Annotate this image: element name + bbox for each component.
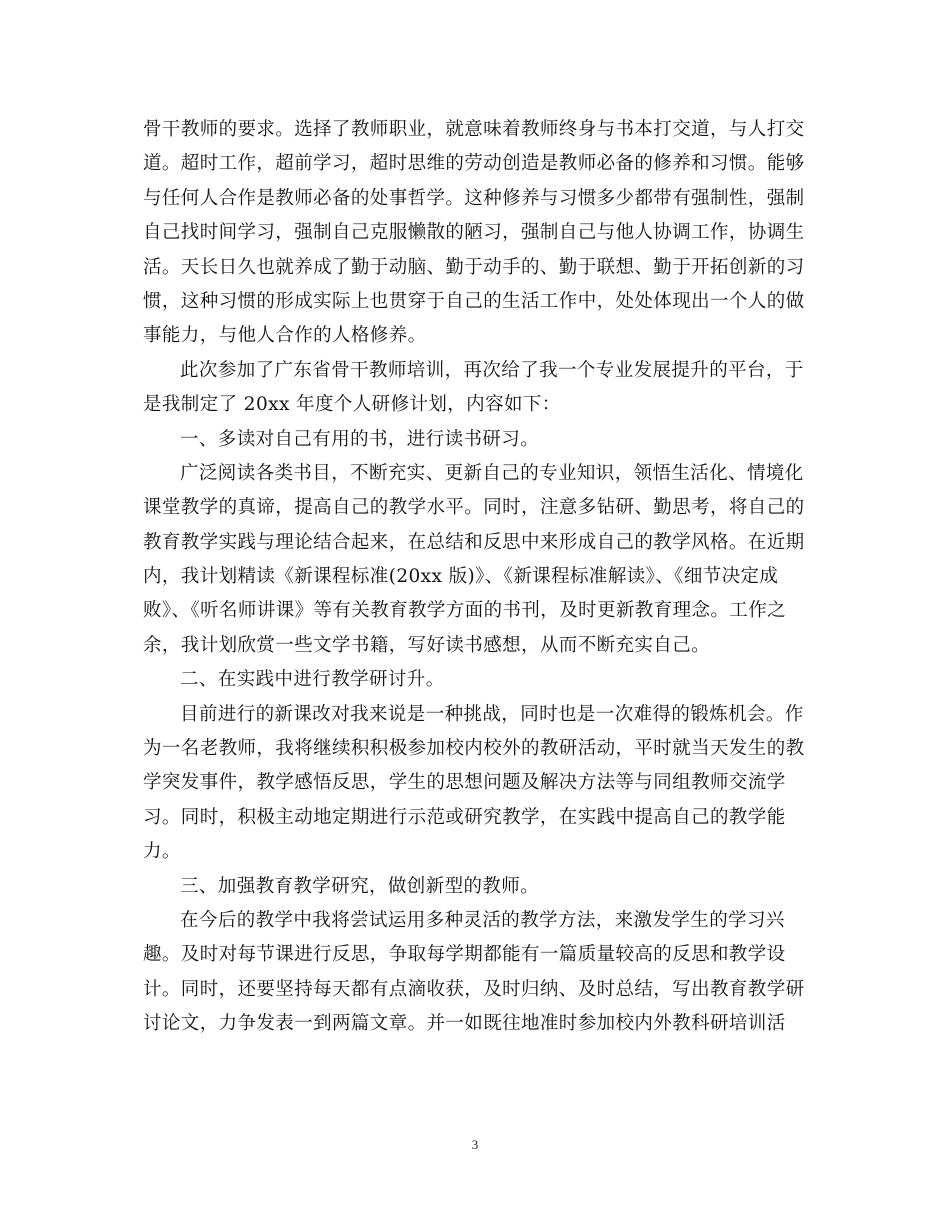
body-text (143, 113, 807, 1042)
text-line: 自己找时间学习，强制自己克服懒散的陋习，强制自己与他人协调工作，协调生 (143, 222, 805, 244)
text-line: 计。同时，还要坚持每天都有点滴收获，及时归纳、及时总结，写出教育教学研 (143, 978, 805, 1000)
text-line: 此次参加了广东省骨干教师培训，再次给了我一个专业发展提升的平台，于 (180, 359, 804, 381)
text-line: 课堂教学的真谛，提高自己的教学水平。同时，注意多钻研、勤思考，将自己的 (143, 497, 805, 519)
text-line: 广泛阅读各类书目，不断充实、更新自己的专业知识，领悟生活化、情境化 (180, 462, 804, 484)
text-line: 学突发事件，教学感悟反思，学生的思想问题及解决方法等与同组教师交流学 (143, 772, 786, 794)
text-line: 道。超时工作，超前学习，超时思维的劳动创造是教师必备的修养和习惯。能够 (143, 153, 805, 175)
text-line: 为一名老教师，我将继续积积极参加校内校外的教研活动，平时就当天发生的教 (143, 738, 805, 760)
text-line: 活。天长日久也就养成了勤于动脑、勤于动手的、勤于联想、勤于开拓创新的习 (143, 256, 805, 278)
text-line: 力。 (143, 841, 181, 863)
text-line: 一、多读对自己有用的书，进行读书研习。 (180, 428, 540, 450)
text-line: 惯，这种习惯的形成实际上也贯穿于自己的生活工作中，处处体现出一个人的做 (143, 290, 805, 312)
text-line: 余，我计划欣赏一些文学书籍，写好读书感想，从而不断充实自己。 (143, 634, 711, 656)
text-line: 习。同时，积极主动地定期进行示范或研究教学，在实践中提高自己的教学能 (143, 806, 786, 828)
text-line: 败》、《听名师讲课》等有关教育教学方面的书刊，及时更新教育理念。工作之 (143, 600, 787, 622)
text-line: 二、在实践中进行教学研讨升。 (180, 669, 445, 691)
text-line: 内，我计划精读《新课程标准(20xx 版)》、《新课程标准解读》、《细节决定成 (143, 566, 779, 588)
text-line: 讨论文，力争发表一到两篇文章。并一如既往地准时参加校内外教科研培训活 (143, 1013, 786, 1035)
page-number: 3 (471, 1137, 479, 1152)
text-line: 是我制定了 20xx 年度个人研修计划，内容如下： (143, 394, 561, 416)
text-line: 事能力，与他人合作的人格修养。 (143, 325, 427, 347)
text-line: 与任何人合作是教师必备的处事哲学。这种修养与习惯多少都带有强制性，强制 (143, 187, 805, 209)
text-line: 目前进行的新课改对我来说是一种挑战，同时也是一次难得的锻炼机会。作 (180, 703, 804, 725)
text-line: 在今后的教学中我将尝试运用多种灵活的教学方法，来激发学生的学习兴 (180, 909, 785, 931)
text-line: 三、加强教育教学研究，做创新型的教师。 (180, 875, 540, 897)
text-line: 骨干教师的要求。选择了教师职业，就意味着教师终身与书本打交道，与人打交 (143, 119, 805, 140)
text-line: 趣。及时对每节课进行反思，争取每学期都能有一篇质量较高的反思和教学设 (143, 944, 786, 966)
text-line: 教育教学实践与理论结合起来，在总结和反思中来形成自己的教学风格。在近期 (143, 531, 805, 553)
